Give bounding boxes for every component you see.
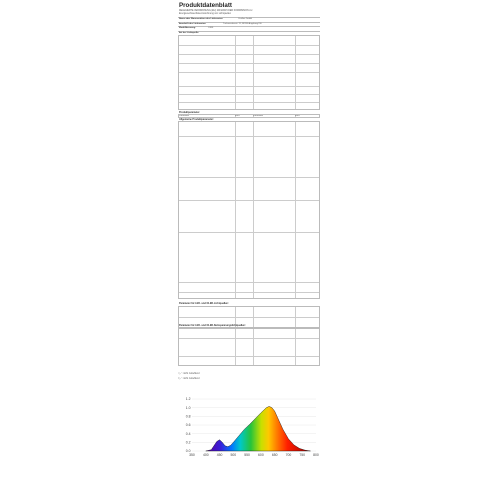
x-tick-label: 350 [189, 453, 195, 457]
y-tick-label: 0.4 [185, 431, 191, 436]
col-header-value-2: Wert [295, 114, 300, 117]
spectrum-area [206, 406, 311, 451]
spectral-distribution-chart [178, 395, 320, 460]
regulation-line-1: DELEGIERTE VERORDNUNG (EU) 2019/2015 DER KOMMISSION zur [179, 10, 253, 12]
x-tick-label: 450 [216, 453, 223, 457]
y-tick-label: 1.2 [185, 397, 191, 402]
x-tick-label: 400 [202, 453, 209, 457]
y-tick-label: 0.2 [185, 440, 191, 445]
supplier-label: Name oder Warenzeichen des Lieferanten: [179, 18, 224, 20]
y-tick-label: 0.6 [185, 423, 191, 428]
product-params-heading: Produktparameter [179, 111, 200, 114]
divider [178, 31, 320, 32]
divider [178, 26, 320, 27]
x-tick-label: 650 [271, 453, 278, 457]
x-tick-label: 800 [313, 453, 319, 457]
x-tick-label: 600 [258, 453, 264, 457]
general-params-table [178, 121, 320, 299]
y-tick-label: 1.0 [185, 405, 191, 410]
x-tick-label: 500 [230, 453, 237, 457]
footnote-2: ²⁾„-“: nicht zutreffend [178, 377, 200, 380]
led-mains-params-table [178, 328, 320, 366]
led-mains-params-heading: Parameter für LED- und OLED-Netzspannungslichtquellen: [179, 324, 246, 327]
col-header-param-2: Parameter [253, 114, 264, 117]
led-params-heading: Parameter für LED- und OLED-Lichtquellen: [179, 302, 229, 305]
y-tick-label: 0.8 [185, 414, 191, 419]
col-header-value-1: Wert [235, 114, 240, 117]
x-tick-label: 550 [244, 453, 250, 457]
supplier-value: Ciniflux GmbH [238, 18, 253, 20]
x-tick-label: 750 [299, 453, 306, 457]
sheet-title: Produktdatenblatt [179, 2, 232, 9]
regulation-line-2: Energieverbrauchskennzeichnung von Lichtquellen [179, 13, 231, 15]
model-value: C406 [208, 27, 214, 29]
y-tick-label: 0.0 [185, 449, 191, 454]
general-params-heading: Allgemeine Produktparameter: [179, 118, 214, 121]
address-value: Tuchmacherstr. 11, 86150 Augsburg DE [223, 22, 262, 25]
footnote-1: ¹⁾„-“: nicht zutreffend [178, 372, 200, 375]
address-label: Anschrift des Lieferanten: [179, 22, 207, 25]
light-type-table [178, 35, 320, 110]
col-header-param-1: Parameter [179, 114, 190, 117]
light-type-label: Art der Lichtquelle: [179, 31, 200, 34]
x-tick-label: 700 [285, 453, 292, 457]
model-label: Modellkennung: [179, 27, 196, 29]
